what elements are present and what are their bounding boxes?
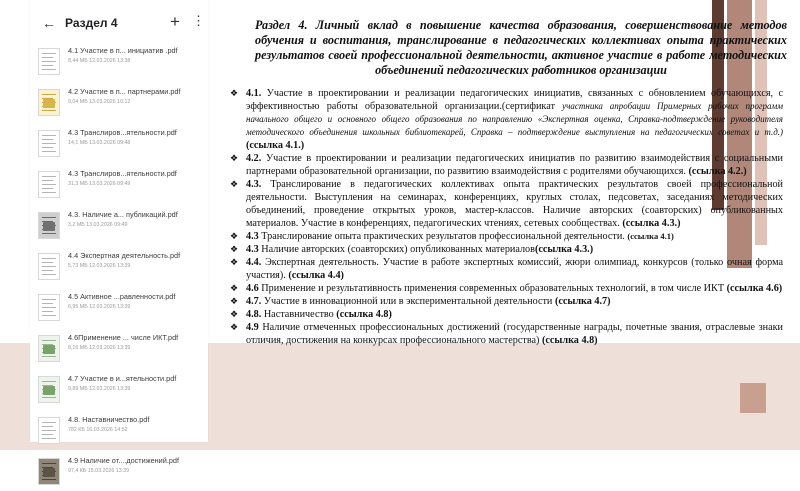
file-meta: 8,44 МБ 12.03.2026 13:38 [68, 58, 131, 64]
file-item[interactable] [30, 286, 208, 327]
file-item[interactable] [30, 450, 208, 491]
file-item[interactable] [30, 409, 208, 450]
criteria-code: 4.3 [246, 231, 259, 242]
file-name: 4.1 Участие в п... инициатив .pdf [68, 46, 178, 55]
file-name: 4.3 Транслиров...ятельности.pdf [68, 128, 177, 137]
arrow-left-icon[interactable]: ← [42, 15, 56, 31]
file-name: 4.8. Наставничество.pdf [68, 415, 150, 424]
criteria-text: Экспертная деятельность. Участие в работе экспертных комиссий, жюри олимпиад, конкурсов (только очная форма участия). [246, 257, 783, 281]
file-name: 4.6Применение ... числе ИКТ.pdf [68, 333, 179, 342]
file-list [30, 40, 208, 491]
criteria-link[interactable]: (ссылка 4.1.) [246, 140, 305, 151]
criteria-link[interactable]: (ссылка 4.3.) [534, 244, 594, 255]
criteria-item [230, 87, 783, 152]
file-meta: 31,3 МБ 13.03.2026 09:49 [68, 181, 131, 187]
file-meta: 5,73 МБ 12.03.2026 13:39 [68, 263, 131, 269]
criteria-code: 4.4. [246, 257, 262, 268]
pdf-thumbnail-icon [38, 335, 60, 362]
file-item[interactable] [30, 81, 208, 122]
diamond-bullet-icon: ❖ [230, 322, 239, 332]
file-name: 4.9 Наличие от....достижений.pdf [68, 456, 180, 465]
pdf-thumbnail-icon [38, 171, 60, 198]
criteria-code: 4.2. [246, 153, 262, 164]
file-name: 4.7 Участие в и...ятельности.pdf [68, 374, 177, 383]
criteria-item [230, 243, 783, 256]
diamond-bullet-icon: ❖ [230, 283, 239, 293]
criteria-item [230, 152, 783, 178]
file-item[interactable] [30, 40, 208, 81]
criteria-text: Транслирование опыта практических результатов профессиональной деятельности. [258, 231, 628, 242]
criteria-code: 4.9 [246, 322, 259, 333]
criteria-link[interactable]: (ссылка 4.7) [554, 296, 611, 307]
pdf-thumbnail-icon [38, 212, 60, 239]
file-name: 4.3. Наличие а... публикаций.pdf [68, 210, 178, 219]
decor-square [740, 383, 766, 413]
pdf-thumbnail-icon [38, 458, 60, 485]
file-item[interactable] [30, 368, 208, 409]
criteria-item [230, 230, 783, 243]
file-meta: 97,4 КБ 15.03.2026 13:39 [68, 468, 130, 474]
criteria-item [230, 308, 783, 321]
file-meta: 9,89 МБ 12.03.2026 13:39 [68, 386, 131, 392]
file-meta: 14,1 МБ 13.03.2026 09:48 [68, 140, 131, 146]
file-meta: 6,95 МБ 12.03.2026 13:39 [68, 304, 131, 310]
criteria-item [230, 295, 783, 308]
criteria-text: Наставничество [261, 309, 337, 320]
criteria-code: 4.8. [246, 309, 262, 320]
slide-title: Раздел 4. Личный вклад в повышение качества образования, совершенствование методов обучения и воспитания, транслирование в педагогических коллективах опыта практических результатов своей профессиональной деятельности, активное участие в работе методических объединений педагогических работников организации [255, 18, 787, 77]
criteria-code: 4.1. [246, 88, 262, 99]
file-name: 4.4 Экспертная деятельность.pdf [68, 251, 181, 260]
criteria-text: Участие в инновационной или в экспериментальной деятельности [261, 296, 555, 307]
file-item[interactable] [30, 163, 208, 204]
folder-title: Раздел 4 [65, 16, 118, 30]
criteria-item [230, 282, 783, 295]
criteria-code: 4.3 [246, 244, 259, 255]
pdf-thumbnail-icon [38, 376, 60, 403]
criteria-item [230, 321, 783, 347]
diamond-bullet-icon: ❖ [230, 257, 239, 267]
criteria-code: 4.7. [246, 296, 262, 307]
file-name: 4.5 Активное ...равленности.pdf [68, 292, 176, 301]
criteria-link[interactable]: (ссылка 4.3.) [622, 218, 681, 229]
criteria-code: 4.3. [246, 179, 262, 190]
pdf-thumbnail-icon [38, 48, 60, 75]
more-vertical-icon[interactable]: ⋮ [192, 13, 205, 28]
criteria-text: Участие в проектировании и реализации педагогических инициатив по развитию взаимодействия с социальными партнерами образовательной организации, по развитию взаимодействия с родителями обучающихся. [246, 153, 783, 177]
criteria-text: Транслирование в педагогических коллективах опыта практических результатов своей профессиональной деятельности. Выступления на семинарах, конференциях, круглых столах, педсоветах, заседаниях методических объединений, проведение открытых уроков, мастер-классов. Наличие авторских (соавторских) опубликованных материалов. Участие в конференциях, педагогических чтениях, сетевых сообществах. [246, 179, 783, 229]
file-meta: 8,16 МБ 12.03.2026 13:39 [68, 345, 131, 351]
criteria-text: Наличие отмеченных профессиональных достижений (государственные награды, почетные звания, отраслевые знаки отличия, достижения на конкурсах профессионального мастерства) [246, 322, 783, 346]
diamond-bullet-icon: ❖ [230, 296, 239, 306]
file-meta: 9,04 МБ 13.03.2026 10:12 [68, 99, 131, 105]
criteria-text: Участие в проектировании и реализации педагогических инициатив, связанных с обновлением обучающихся, с эффективностью работы образовательной организации.(сертификат [246, 88, 783, 112]
diamond-bullet-icon: ❖ [230, 231, 239, 241]
pdf-thumbnail-icon [38, 417, 60, 444]
criteria-link[interactable]: (ссылка 4.8) [336, 309, 392, 320]
file-item[interactable] [30, 122, 208, 163]
plus-icon[interactable]: + [170, 12, 180, 31]
criteria-text: Наличие авторских (соавторских) опубликованных материалов [258, 244, 535, 255]
criteria-item [230, 256, 783, 282]
criteria-link[interactable]: (ссылка 4.4) [288, 270, 344, 281]
diamond-bullet-icon: ❖ [230, 244, 239, 254]
file-meta: 3,2 МБ 13.03.2026 09:49 [68, 222, 128, 228]
pdf-thumbnail-icon [38, 89, 60, 116]
file-name: 4.2 Участие в п... партнерами.pdf [68, 87, 181, 96]
criteria-link[interactable]: (ссылка 4.8) [541, 335, 598, 346]
diamond-bullet-icon: ❖ [230, 153, 239, 163]
file-item[interactable] [30, 204, 208, 245]
file-item[interactable] [30, 245, 208, 286]
criteria-list [230, 87, 783, 347]
diamond-bullet-icon: ❖ [230, 309, 239, 319]
file-item[interactable] [30, 327, 208, 368]
criteria-link[interactable]: (ссылка 4.1) [627, 231, 674, 241]
pdf-thumbnail-icon [38, 294, 60, 321]
file-meta: 782 КБ 16.03.2026 14:52 [68, 427, 128, 433]
diamond-bullet-icon: ❖ [230, 179, 239, 189]
diamond-bullet-icon: ❖ [230, 88, 239, 98]
drive-folder-panel [30, 0, 208, 474]
criteria-link[interactable]: (ссылка 4.6) [726, 283, 783, 294]
criteria-text: Применение и результативность применения современных образовательных технологий, в том числе ИКТ [258, 283, 727, 294]
file-name: 4.3 Транслиров...ятельности.pdf [68, 169, 177, 178]
criteria-note: участника апробации Примерных рабочих программ начального общего и основного общего образования по направлению «Экспертная оценка, Справка-подтверждение руководителя методического объединения школьных библиотекарей, Справка – подтверждение выступления на педагогических советах и т.д.) [246, 101, 783, 137]
criteria-code: 4.6 [246, 283, 259, 294]
pdf-thumbnail-icon [38, 130, 60, 157]
criteria-item [230, 178, 783, 230]
pdf-thumbnail-icon [38, 253, 60, 280]
criteria-link[interactable]: (ссылка 4.2.) [688, 166, 747, 177]
